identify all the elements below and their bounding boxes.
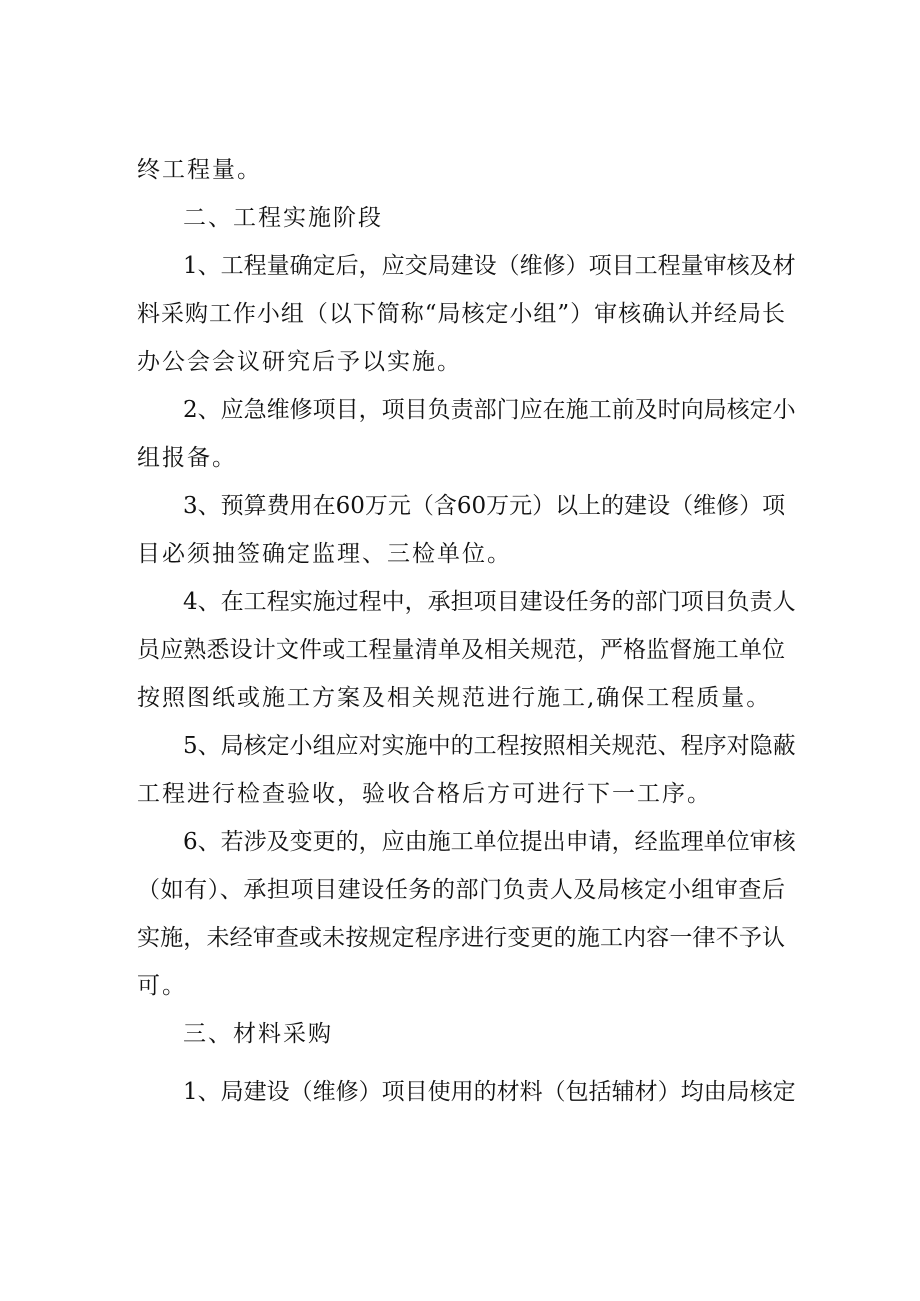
item-1-line-1: 1、工程量确定后，应交局建设（维修）项目工程量审核及材 xyxy=(183,253,796,279)
item-2-line-1: 2、应急维修项目，项目负责部门应在施工前及时向局核定小 xyxy=(183,397,796,423)
text-line-end-of-prev-paragraph: 终工程量。 xyxy=(137,157,262,183)
material-item-1-line-1: 1、局建设（维修）项目使用的材料（包括辅材）均由局核定 xyxy=(183,1079,796,1105)
item-3-line-1: 3、预算费用在60万元（含60万元）以上的建设（维修）项 xyxy=(183,493,786,519)
item-2-line-2: 组报备。 xyxy=(137,445,237,471)
item-6-line-2: （如有）、承担项目建设任务的部门负责人及局核定小组审查后 xyxy=(137,877,785,903)
item-1-line-2: 料采购工作小组（以下简称“局核定小组”）审核确认并经局长 xyxy=(137,301,785,327)
item-5-line-1: 5、局核定小组应对实施中的工程按照相关规范、程序对隐蔽 xyxy=(183,733,796,759)
item-4-line-2: 员应熟悉设计文件或工程量清单及相关规范，严格监督施工单位 xyxy=(137,637,785,663)
section-heading-implementation: 二、工程实施阶段 xyxy=(183,205,383,231)
item-6-line-4: 可。 xyxy=(137,973,187,999)
section-heading-material-procurement: 三、材料采购 xyxy=(183,1021,333,1047)
item-3-line-2: 目必须抽签确定监理、三检单位。 xyxy=(137,541,512,567)
item-6-line-1: 6、若涉及变更的，应由施工单位提出申请，经监理单位审核 xyxy=(183,829,796,855)
item-4-line-1: 4、在工程实施过程中，承担项目建设任务的部门项目负责人 xyxy=(183,589,796,615)
item-6-line-3: 实施，未经审查或未按规定程序进行变更的施工内容一律不予认 xyxy=(137,925,785,951)
item-4-line-3: 按照图纸或施工方案及相关规范进行施工,确保工程质量。 xyxy=(137,685,772,711)
item-5-line-2: 工程进行检查验收，验收合格后方可进行下一工序。 xyxy=(137,781,712,807)
item-1-line-3: 办公会会议研究后予以实施。 xyxy=(137,349,462,375)
